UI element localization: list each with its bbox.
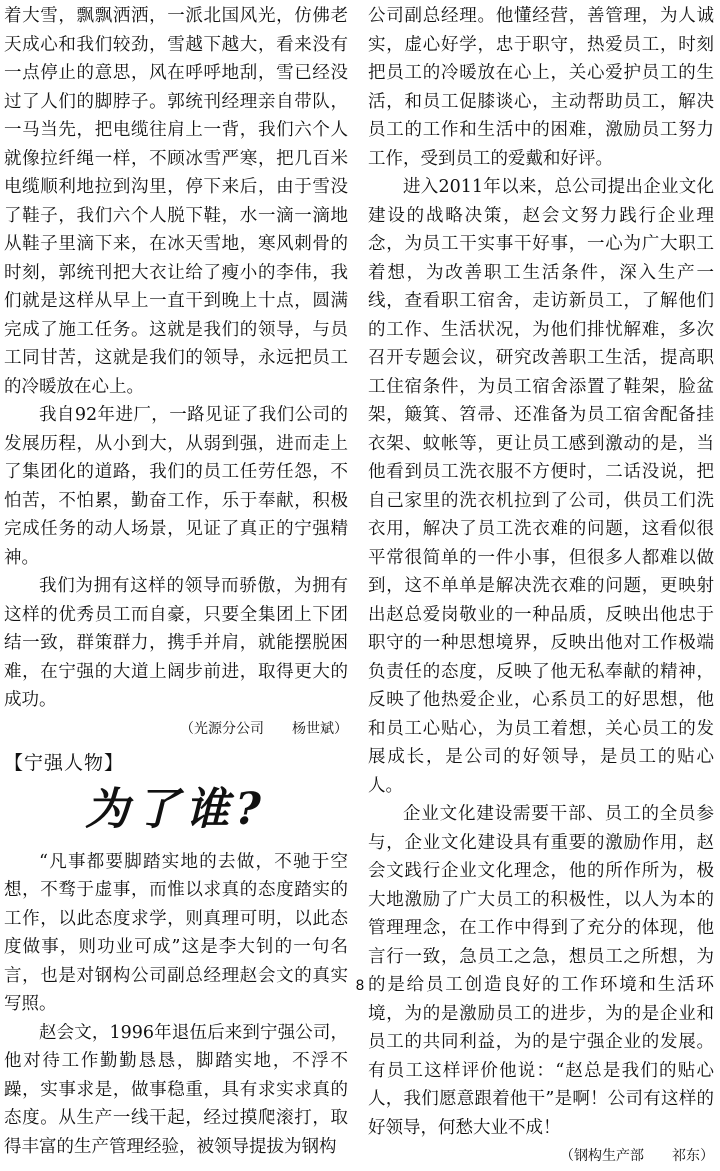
article-paragraph: 我自92年进厂，一路见证了我们公司的发展历程，从小到大，从弱到强，进而走上了集团化的道路，我们的员工任劳任怨，不怕苦，不怕累，勤奋工作，乐于奉献，积极完成任务的动人场景，见证了真正的宁强精神。	[4, 405, 348, 568]
page-number: 8	[355, 978, 365, 994]
article-paragraph: 进入2011年以来，总公司提出企业文化建设的战略决策，赵会文努力践行企业理念，为员工干实事干好事，一心为广大职工着想，为改善职工生活条件，深入生产一线，查看职工宿舍，走访新员工，了解他们的工作、生活状况，为他们排忧解难，多次召开专题会议，研究改善职工生活，提高职工住宿条件，为员工宿舍添置了鞋架，脸盆架，簸箕、笤帚、还准备为员工宿舍配备挂衣架、蚊帐等，更让员工感到激动的是，当他看到员工洗衣服不方便时，二话没说，把自己家里的洗衣机拉到了公司，供员工们洗衣用，解决了员工洗衣难的问题，这看似很平常很简单的一件小事，但很多人都难以做到，这不单单是解决洗衣难的问题，更映射出赵总爱岗敬业的一种品质，反映出他忠于职守的一种思想境界，反映出他对工作极端负责任的态度，反映了他无私奉献的精神，反映了他热爱企业，心系员工的好思想，他和员工心贴心，为员工着想，关心员工的发展成长，是公司的好领导，是员工的贴心人。	[368, 177, 714, 796]
article-headline: 为了谁?	[85, 783, 267, 835]
author-signature: （钢构生产部 祁东）	[560, 1148, 714, 1164]
article-paragraph: 着大雪，飘飘洒洒，一派北国风光，仿佛老天成心和我们较劲，雪越下越大，看来没有一点停止的意思，风在呼呼地刮，雪已经没过了人们的脚脖子。郭统刊经理亲自带队，一马当先，把电缆往肩上一背，我们六个人就像拉纤绳一样，不顾冰雪严寒，把几百米电缆顺利地拉到沟里，停下来后，由于雪没了鞋子，我们六个人脱下鞋，水一滴一滴地从鞋子里滴下来，在冰天雪地，寒风刺骨的时刻，郭统刊把大衣让给了瘦小的李伟，我们就是这样从早上一直干到晚上十点，圆满完成了施工任务。这就是我们的领导，与员工同甘苦，这就是我们的领导，永远把员工的冷暖放在心上。	[4, 6, 348, 397]
article-paragraph: 赵会文，1996年退伍后来到宁强公司，他对待工作勤勤恳恳，脚踏实地，不浮不躁，实事求是，做事稳重，具有求实求真的态度。从生产一线干起，经过摸爬滚打，取得丰富的生产管理经验，被领导提拔为钢构	[4, 1022, 348, 1157]
author-signature: （光源分公司 杨世斌）	[180, 720, 348, 737]
article-paragraph: “凡事都要脚踏实地的去做，不驰于空想，不骛于虚事，而惟以求真的态度踏实的工作，以此态度求学，则真理可明，以此态度做事，则功业可成”这是李大钊的一句名言，也是对钢构公司副总经理赵会文的真实写照。	[4, 851, 348, 1014]
article-paragraph: 我们为拥有这样的领导而骄傲，为拥有这样的优秀员工而自豪，只要全集团上下团结一致，群策群力，携手并肩，就能摆脱困难，在宁强的大道上阔步前进，取得更大的成功。	[4, 576, 348, 710]
right-column	[368, 2, 714, 1171]
article-paragraph: 公司副总经理。他懂经营，善管理，为人诚实，虚心好学，忠于职守，热爱员工，时刻把员工的冷暖放在心上，关心爱护员工的生活，和员工促膝谈心，主动帮助员工，解决员工的工作和生活中的困难，激励员工努力工作，受到员工的爱戴和好评。	[368, 6, 714, 169]
section-tag: 【宁强人物】	[4, 752, 125, 774]
article-paragraph: 企业文化建设需要干部、员工的全员参与，企业文化建设具有重要的激励作用，赵会文践行企业文化理念，他的所作所为，极大地激励了广大员工的积极性，以人为本的管理理念，在工作中得到了充分的体现，他言行一致，急员工之急，想员工之所想，为的是给员工创造良好的工作环境和生活环境，为的是激励员工的进步，为的是企业和员工的共同利益，为的是宁强企业的发展。有员工这样评价他说：“赵总是我们的贴心人，我们愿意跟着他干”是啊！公司有这样的好领导，何愁大业不成！	[368, 804, 714, 1138]
